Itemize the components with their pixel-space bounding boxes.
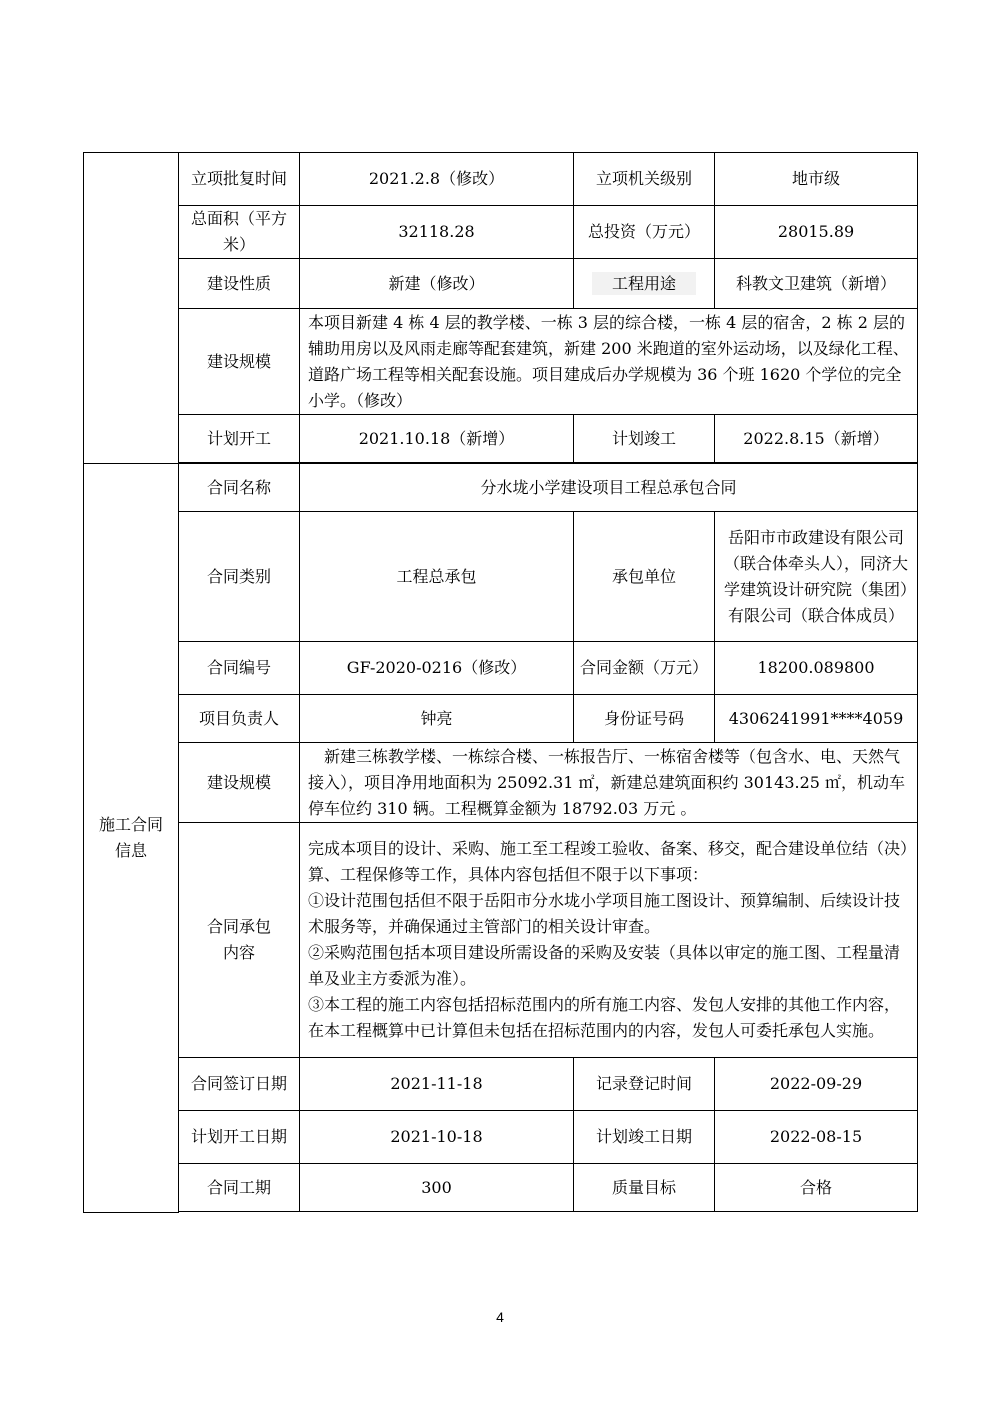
contract-amount-label: 合同金额（万元） <box>574 642 715 695</box>
quality-label: 质量目标 <box>574 1164 715 1212</box>
area-label: 总面积（平方米） <box>179 206 300 259</box>
contract-section-text: 施工合同信息 <box>98 814 163 860</box>
approval-level-label: 立项机关级别 <box>574 153 715 206</box>
investment-label: 总投资（万元） <box>574 206 715 259</box>
contract-name-label: 合同名称 <box>179 464 300 512</box>
id-label: 身份证号码 <box>574 695 715 743</box>
contractor-value: 岳阳市市政建设有限公司（联合体牵头人），同济大学建筑设计研究院（集团）有限公司（联合体成员） <box>715 512 918 642</box>
contract-section-label <box>84 464 179 1213</box>
contract-content-label-text: 合同承包内容 <box>206 917 271 962</box>
duration-value: 300 <box>300 1164 574 1212</box>
area-value: 32118.28 <box>300 206 574 259</box>
usage-label-cell <box>574 259 715 309</box>
project-section-cell <box>84 153 179 464</box>
duration-label: 合同工期 <box>179 1164 300 1212</box>
project-plan-start-label: 计划开工 <box>179 415 300 463</box>
usage-label: 工程用途 <box>592 272 696 295</box>
manager-value: 钟亮 <box>300 695 574 743</box>
contract-plan-finish-label: 计划竣工日期 <box>574 1111 715 1164</box>
contract-name-value: 分水垅小学建设项目工程总承包合同 <box>300 464 918 512</box>
contract-content-item-3: ③本工程的施工内容包括招标范围内的所有施工内容、发包人安排的其他工作内容，在本工程概算中已计算但未包括在招标范围内的内容，发包人可委托承包人实施。 <box>308 995 901 1040</box>
project-info-table <box>83 152 918 1213</box>
contract-type-label: 合同类别 <box>179 512 300 642</box>
contract-scale-value: 新建三栋教学楼、一栋综合楼、一栋报告厅、一栋宿舍楼等（包含水、电、天然气接入），项目净用地面积为 25092.31 ㎡，新建总建筑面积约 30143.25 ㎡，机动车停车位约 310 辆。工程概算金额为 18792.03 万元 。 <box>300 743 918 823</box>
contractor-label: 承包单位 <box>574 512 715 642</box>
usage-value: 科教文卫建筑（新增） <box>715 259 918 309</box>
nature-label: 建设性质 <box>179 259 300 309</box>
contract-number-label: 合同编号 <box>179 642 300 695</box>
approval-time-value: 2021.2.8（修改） <box>300 153 574 206</box>
investment-value: 28015.89 <box>715 206 918 259</box>
contract-content-item-1: ①设计范围包括但不限于岳阳市分水垅小学项目施工图设计、预算编制、后续设计技术服务等，并确保通过主管部门的相关设计审查。 <box>308 891 901 936</box>
contract-type-value: 工程总承包 <box>300 512 574 642</box>
project-scale-value: 本项目新建 4 栋 4 层的教学楼、一栋 3 层的综合楼，一栋 4 层的宿舍，2 栋 2 层的辅助用房以及风雨走廊等配套建筑，新建 200 米跑道的室外运动场，以及绿化工程、道路广场工程等相关配套设施。项目建成后办学规模为 36 个班 1620 个学位的完全小学。（修改） <box>300 309 918 415</box>
contract-plan-start-value: 2021-10-18 <box>300 1111 574 1164</box>
contract-content-value <box>300 823 918 1058</box>
nature-value: 新建（修改） <box>300 259 574 309</box>
sign-date-label: 合同签订日期 <box>179 1058 300 1111</box>
approval-level-value: 地市级 <box>715 153 918 206</box>
id-value: 4306241991****4059 <box>715 695 918 743</box>
contract-content-intro: 完成本项目的设计、采购、施工至工程竣工验收、备案、移交，配合建设单位结（决）算、工程保修等工作，具体内容包括但不限于以下事项： <box>308 839 909 884</box>
contract-content-item-2: ②采购范围包括本项目建设所需设备的采购及安装（具体以审定的施工图、工程量清单及业主方委派为准）。 <box>308 943 901 988</box>
contract-content-label <box>179 823 300 1058</box>
record-time-value: 2022-09-29 <box>715 1058 918 1111</box>
page-number: 4 <box>496 1309 504 1325</box>
sign-date-value: 2021-11-18 <box>300 1058 574 1111</box>
project-plan-start-value: 2021.10.18（新增） <box>300 415 574 463</box>
project-plan-finish-label: 计划竣工 <box>574 415 715 463</box>
contract-amount-value: 18200.089800 <box>715 642 918 695</box>
contract-plan-start-label: 计划开工日期 <box>179 1111 300 1164</box>
project-scale-label: 建设规模 <box>179 309 300 415</box>
contract-plan-finish-value: 2022-08-15 <box>715 1111 918 1164</box>
quality-value: 合格 <box>715 1164 918 1212</box>
manager-label: 项目负责人 <box>179 695 300 743</box>
record-time-label: 记录登记时间 <box>574 1058 715 1111</box>
project-plan-finish-value: 2022.8.15（新增） <box>715 415 918 463</box>
contract-number-value: GF-2020-0216（修改） <box>300 642 574 695</box>
approval-time-label: 立项批复时间 <box>179 153 300 206</box>
contract-scale-label: 建设规模 <box>179 743 300 823</box>
